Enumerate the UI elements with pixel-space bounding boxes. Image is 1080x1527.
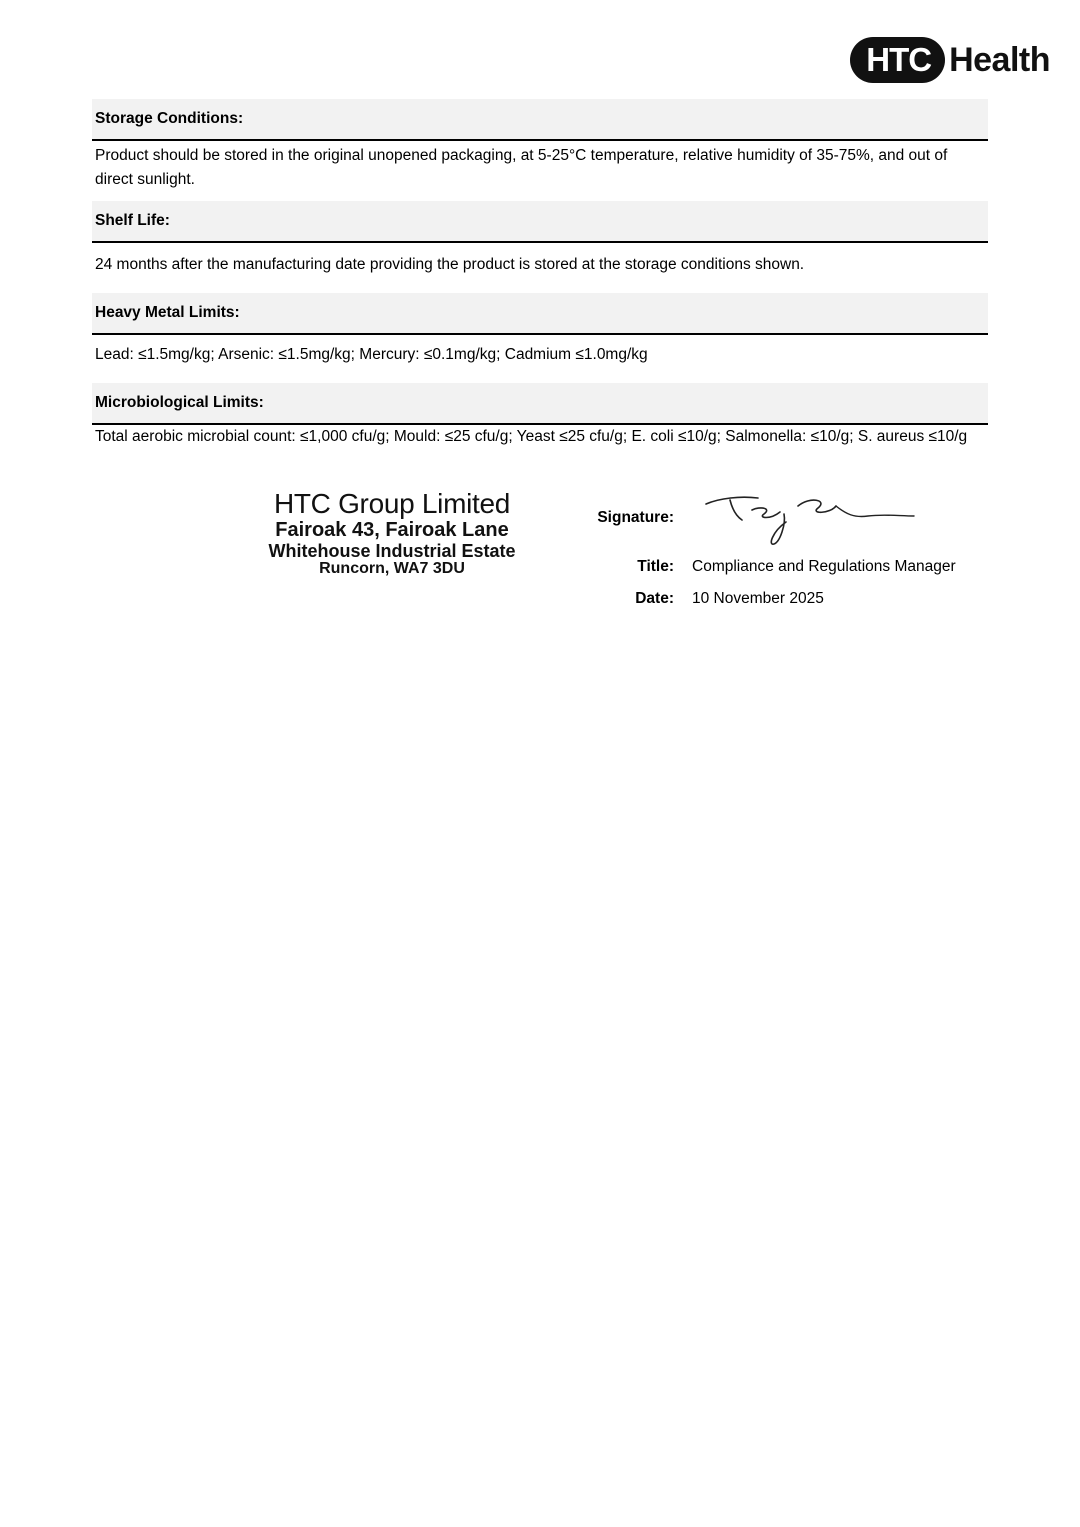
heavy-metal-limits-text: Lead: ≤1.5mg/kg; Arsenic: ≤1.5mg/kg; Mercury: ≤0.1mg/kg; Cadmium ≤1.0mg/kg [95, 346, 648, 363]
stamp-address-line1: Fairoak 43, Fairoak Lane [275, 519, 509, 541]
signature-label: Signature: [597, 509, 674, 526]
title-value: Compliance and Regulations Manager [692, 558, 956, 575]
shelf-life-heading: Shelf Life: [92, 201, 988, 243]
microbiological-limits-text: Total aerobic microbial count: ≤1,000 cfu/g; Mould: ≤25 cfu/g; Yeast ≤25 cfu/g; E. coli ≤10/g; Salmonella: ≤10/g; S. aureus ≤10/g [95, 428, 968, 445]
storage-conditions-heading: Storage Conditions: [92, 99, 988, 141]
logo-word: Health [949, 40, 1050, 79]
date-label: Date: [635, 590, 674, 607]
stamp-address-line2: Whitehouse Industrial Estate [268, 541, 516, 561]
spec-sections [92, 99, 988, 449]
storage-conditions-text: Product should be stored in the original unopened packaging, at 5-25°C temperature, relative humidity of 35-75%, and out of direct sunlight. [95, 147, 948, 188]
title-label: Title: [637, 558, 674, 575]
logo-mark: HTC [850, 37, 945, 83]
shelf-life-text: 24 months after the manufacturing date providing the product is stored at the storage conditions shown. [95, 256, 805, 273]
stamp-company-name: HTC Group Limited [273, 488, 511, 519]
stamp-address-line3: Runcorn, WA7 3DU [319, 560, 465, 577]
date-value: 10 November 2025 [692, 590, 824, 607]
htc-health-logo [850, 37, 1050, 83]
heavy-metal-limits-heading: Heavy Metal Limits: [92, 293, 988, 335]
company-stamp [262, 490, 522, 577]
microbiological-limits-heading: Microbiological Limits: [92, 383, 988, 425]
handwritten-signature [700, 492, 920, 552]
